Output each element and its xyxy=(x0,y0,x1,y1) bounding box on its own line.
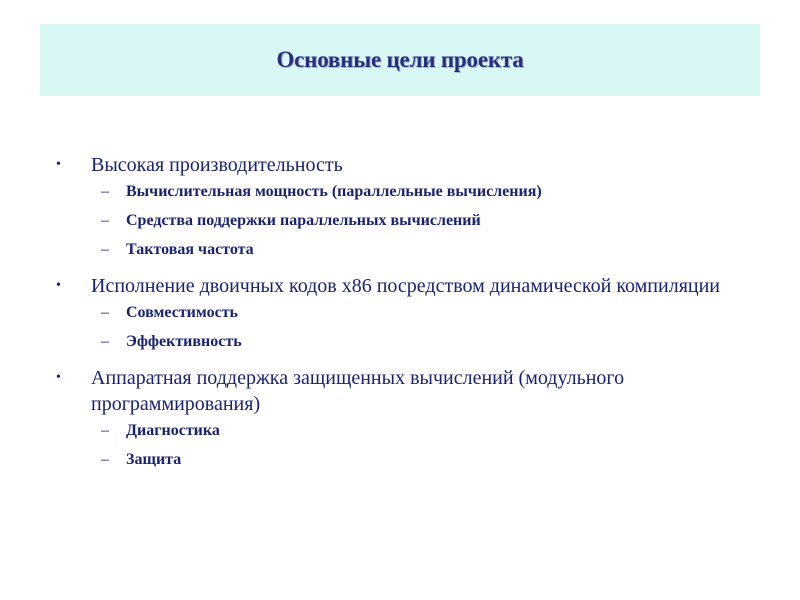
bullet-item xyxy=(56,152,756,178)
dash-icon: – xyxy=(101,422,109,439)
bullet-text: Аппаратная поддержка защищенных вычислений (модульного программирования) xyxy=(91,367,625,415)
bullet-icon: • xyxy=(56,157,61,172)
sub-item xyxy=(56,240,756,269)
sub-item-text: Защита xyxy=(126,451,182,468)
bullet-item xyxy=(56,273,756,299)
sub-list xyxy=(56,182,756,269)
sub-item xyxy=(56,421,756,450)
sub-item-text: Совместимость xyxy=(126,304,239,321)
dash-icon: – xyxy=(101,212,109,229)
bullet-icon: • xyxy=(56,370,61,385)
sub-item xyxy=(56,450,756,479)
sub-item xyxy=(56,182,756,211)
sub-list xyxy=(56,303,756,361)
bullet-list xyxy=(56,152,756,483)
bullet-item xyxy=(56,365,756,417)
bullet-text: Высокая производительность xyxy=(91,154,343,176)
sub-list xyxy=(56,421,756,479)
bullet-icon: • xyxy=(56,278,61,293)
sub-item-text: Вычислительная мощность (параллельные вычисления) xyxy=(126,183,542,200)
bullet-text: Исполнение двоичных кодов x86 посредством динамической компиляции xyxy=(91,275,721,297)
title-banner xyxy=(40,24,760,96)
sub-item-text: Тактовая частота xyxy=(126,241,254,258)
dash-icon: – xyxy=(101,304,109,321)
dash-icon: – xyxy=(101,241,109,258)
sub-item xyxy=(56,211,756,240)
dash-icon: – xyxy=(101,333,109,350)
dash-icon: – xyxy=(101,451,109,468)
sub-item-text: Диагностика xyxy=(126,422,220,439)
sub-item-text: Эффективность xyxy=(126,333,242,350)
sub-item-text: Средства поддержки параллельных вычислений xyxy=(126,212,481,229)
sub-item xyxy=(56,303,756,332)
slide-title: Основные цели проекта xyxy=(276,47,524,72)
sub-item xyxy=(56,332,756,361)
dash-icon: – xyxy=(101,183,109,200)
